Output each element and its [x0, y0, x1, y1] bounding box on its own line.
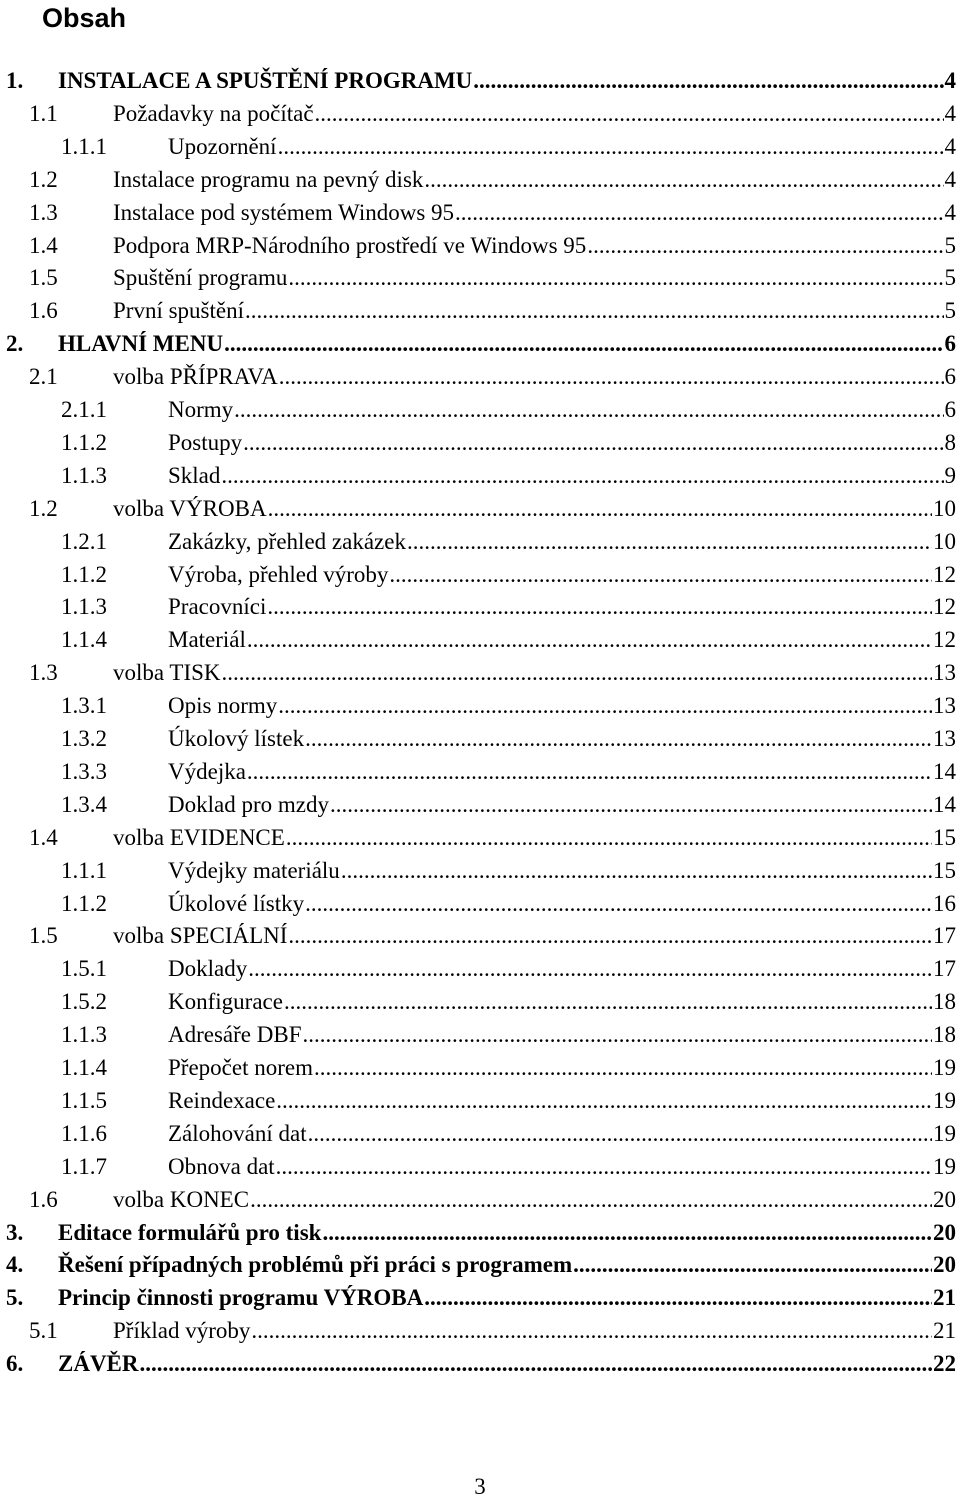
toc-entry-title: Pracovníci [168, 594, 267, 620]
toc-entry-page: 12 [933, 561, 956, 587]
toc-entry[interactable] [61, 589, 956, 622]
toc-entry[interactable] [29, 293, 956, 326]
toc-entry[interactable] [29, 228, 956, 261]
toc-entry-title: Podpora MRP-Národního prostředí ve Windows 95 [113, 232, 587, 258]
toc-entry[interactable] [61, 1116, 956, 1149]
toc-entry-title: Postupy [168, 429, 243, 455]
toc-leader-dots [286, 825, 932, 851]
toc-entry-title: Řešení případných problémů při práci s programem [58, 1252, 573, 1278]
toc-entry-title: Princip činnosti programu VÝROBA [58, 1285, 424, 1311]
toc-entry[interactable] [61, 721, 956, 754]
toc-leader-dots [278, 134, 944, 160]
toc-entry-title: volba SPECIÁLNÍ [113, 923, 288, 949]
toc-leader-dots [251, 1318, 932, 1344]
toc-leader-dots [322, 1220, 932, 1246]
toc-leader-dots [278, 693, 932, 719]
toc-entry[interactable] [6, 1346, 956, 1379]
toc-entry-title: Úkolové lístky [168, 890, 305, 916]
toc-entry-number: 2.1.1 [61, 397, 107, 422]
toc-entry[interactable] [29, 918, 956, 951]
toc-entry[interactable] [61, 754, 956, 787]
toc-leader-dots [245, 298, 944, 324]
toc-entry[interactable] [6, 63, 956, 96]
toc-entry[interactable] [29, 1313, 956, 1346]
toc-entry-page: 13 [933, 726, 956, 751]
toc-leader-dots [288, 923, 932, 949]
toc-entry-page: 16 [933, 890, 956, 916]
toc-entry[interactable] [6, 1247, 956, 1280]
toc-entry-title: Opis normy [168, 693, 278, 719]
toc-entry-page: 10 [933, 495, 956, 521]
toc-entry-title: Zakázky, přehled zakázek [168, 528, 406, 554]
toc-entry-title: Materiál [168, 627, 246, 653]
toc-entry-number: 1.4 [29, 232, 58, 258]
page-number: 3 [474, 1474, 486, 1499]
toc-leader-dots [407, 529, 932, 555]
toc-entry-page: 9 [944, 462, 956, 488]
toc-entry-page: 21 [933, 1318, 956, 1344]
toc-leader-dots [243, 430, 943, 456]
toc-leader-dots [284, 989, 932, 1015]
toc-entry-number: 1.4 [29, 824, 58, 850]
toc-entry-number: 1.3.2 [61, 726, 107, 751]
toc-entry-page: 14 [933, 758, 956, 784]
toc-leader-dots [276, 1154, 932, 1180]
toc-leader-dots [314, 1055, 932, 1081]
toc-entry[interactable] [61, 1149, 956, 1182]
toc-entry-title: Instalace programu na pevný disk [113, 166, 424, 192]
toc-entry-page: 20 [933, 1186, 956, 1212]
toc-entry-title: Adresáře DBF [168, 1022, 302, 1048]
toc-entry-page: 21 [933, 1285, 956, 1311]
toc-entry[interactable] [61, 458, 956, 491]
toc-entry-title: Editace formulářů pro tisk [58, 1219, 322, 1245]
toc-entry[interactable] [61, 886, 956, 919]
toc-entry-page: 12 [933, 594, 956, 620]
toc-entry-page: 6 [944, 364, 956, 390]
toc-entry[interactable] [29, 655, 956, 688]
toc-entry-title: Zálohování dat [168, 1120, 307, 1146]
toc-entry-number: 1.5 [29, 265, 58, 291]
toc-entry[interactable] [61, 129, 956, 162]
toc-entry-number: 1.6 [29, 298, 58, 324]
toc-entry[interactable] [61, 524, 956, 557]
toc-leader-dots [247, 627, 932, 653]
toc-entry-title: První spuštění [113, 298, 244, 324]
toc-entry-title: Úkolový lístek [168, 726, 305, 751]
toc-entry-number: 5.1 [29, 1318, 58, 1344]
toc-entry[interactable] [6, 1280, 956, 1313]
toc-entry-number: 1.3.1 [61, 693, 107, 719]
toc-leader-dots [315, 101, 944, 127]
toc-entry-number: 1.6 [29, 1186, 58, 1212]
toc-entry-number: 1.2 [29, 166, 58, 192]
toc-leader-dots [424, 167, 943, 193]
toc-entry-number: 3. [6, 1219, 24, 1245]
toc-entry-title: ZÁVĚR [58, 1351, 139, 1377]
toc-entry-number: 1.2.1 [61, 528, 107, 554]
toc-entry-page: 13 [933, 693, 956, 719]
toc-leader-dots [341, 858, 932, 884]
toc-leader-dots [221, 463, 943, 489]
toc-leader-dots [222, 660, 932, 686]
toc-leader-dots [303, 1022, 933, 1048]
toc-entry-page: 19 [933, 1153, 956, 1179]
toc-leader-dots [389, 562, 932, 588]
toc-entry-page: 19 [933, 1055, 956, 1080]
toc-entry-number: 2.1 [29, 364, 58, 390]
toc-entry-page: 8 [944, 429, 956, 455]
toc-entry-page: 5 [944, 232, 956, 258]
toc-entry-page: 20 [933, 1219, 956, 1245]
toc-entry[interactable] [61, 1083, 956, 1116]
toc-entry[interactable] [29, 195, 956, 228]
toc-entry[interactable] [29, 820, 956, 853]
toc-entry-number: 1.1.4 [61, 627, 107, 653]
toc-entry-title: Reindexace [168, 1087, 276, 1113]
toc-entry[interactable] [29, 96, 956, 129]
toc-entry-number: 1.1.1 [61, 857, 107, 883]
toc-entry-title: volba KONEC [113, 1186, 250, 1212]
toc-leader-dots [248, 956, 932, 982]
toc-entry[interactable] [61, 1017, 956, 1050]
toc-leader-dots [140, 1351, 932, 1377]
toc-entry-page: 12 [933, 627, 956, 653]
toc-entry-page: 19 [933, 1120, 956, 1146]
toc-leader-dots [250, 1187, 932, 1213]
toc-entry-page: 4 [944, 100, 956, 126]
toc-entry-number: 1.1.3 [61, 1022, 107, 1048]
toc-entry-number: 1.1.7 [61, 1153, 107, 1179]
toc-leader-dots [279, 364, 944, 390]
toc-leader-dots [305, 891, 932, 917]
toc-entry-number: 1.1.6 [61, 1120, 107, 1146]
toc-leader-dots [247, 759, 932, 785]
toc-entry-title: Výdejky materiálu [168, 857, 340, 883]
toc-entry-number: 1.1.4 [61, 1055, 107, 1080]
toc-entry-title: Spuštění programu [113, 265, 288, 291]
toc-entry-number: 1.5.1 [61, 956, 107, 982]
toc-entry-title: Příklad výroby [113, 1318, 251, 1344]
toc-entry[interactable] [61, 425, 956, 458]
toc-entry-page: 15 [933, 824, 956, 850]
toc-entry-page: 6 [944, 397, 956, 422]
toc-leader-dots [424, 1285, 932, 1311]
toc-entry-page: 15 [933, 857, 956, 883]
toc-leader-dots [224, 331, 943, 357]
toc-entry[interactable] [61, 951, 956, 984]
toc-entry[interactable] [61, 557, 956, 590]
toc-entry-page: 4 [944, 166, 956, 192]
toc-entry[interactable] [29, 491, 956, 524]
toc-entry-number: 1.1.2 [61, 890, 107, 916]
toc-entry-number: 1.1.2 [61, 429, 107, 455]
toc-entry-page: 14 [933, 791, 956, 817]
toc-entry-number: 6. [6, 1351, 24, 1377]
toc-leader-dots [288, 265, 943, 291]
toc-entry-title: Upozornění [168, 133, 277, 159]
toc-entry-title: Přepočet norem [168, 1055, 313, 1080]
toc-entry[interactable] [6, 326, 956, 359]
toc-entry-page: 19 [933, 1087, 956, 1113]
toc-leader-dots [276, 1088, 932, 1114]
toc-entry-number: 1.1.3 [61, 462, 107, 488]
toc-entry[interactable] [29, 162, 956, 195]
toc-entry-page: 13 [933, 660, 956, 686]
toc-entry-title: Obnova dat [168, 1153, 275, 1179]
toc-entry-page: 17 [933, 956, 956, 982]
toc-entry-number: 1.3.3 [61, 758, 107, 784]
toc-entry-number: 1.1.2 [61, 561, 107, 587]
toc-entry-title: volba EVIDENCE [113, 824, 285, 850]
toc-entry-number: 1. [6, 68, 24, 93]
toc-entry-number: 1.1 [29, 100, 58, 126]
toc-leader-dots [268, 496, 932, 522]
toc-entry-page: 4 [944, 68, 956, 93]
toc-entry[interactable] [61, 392, 956, 425]
toc-leader-dots [573, 1252, 932, 1278]
toc-entry-number: 1.5 [29, 923, 58, 949]
toc-entry-title: Konfigurace [168, 989, 283, 1015]
toc-leader-dots [587, 233, 943, 259]
toc-leader-dots [308, 1121, 932, 1147]
toc-leader-dots [455, 200, 943, 226]
toc-entry-page: 6 [944, 331, 956, 357]
toc-entry-number: 1.5.2 [61, 989, 107, 1015]
toc-entry[interactable] [29, 260, 956, 293]
toc-entry-title: Výroba, přehled výroby [168, 561, 389, 587]
toc-entry-title: volba TISK [113, 660, 221, 686]
toc-entry[interactable] [61, 1050, 956, 1083]
toc-entry-page: 4 [944, 133, 956, 159]
toc-entry-page: 22 [933, 1351, 956, 1377]
toc-entry-title: Doklad pro mzdy [168, 791, 329, 817]
toc-entry-number: 1.3.4 [61, 791, 107, 817]
toc-entry-page: 17 [933, 923, 956, 949]
toc-leader-dots [473, 68, 943, 94]
toc-entry[interactable] [61, 984, 956, 1017]
toc-entry-page: 5 [944, 265, 956, 291]
toc-entry-number: 1.3 [29, 199, 58, 225]
toc-entry-number: 4. [6, 1252, 24, 1278]
toc-entry-title: Doklady [168, 956, 248, 982]
toc-leader-dots [330, 792, 932, 818]
toc-entry[interactable] [29, 359, 956, 392]
toc-entry-page: 4 [944, 199, 956, 225]
toc-entry-number: 1.1.3 [61, 594, 107, 620]
toc-entry-number: 5. [6, 1285, 24, 1311]
toc-leader-dots [305, 726, 932, 752]
toc-entry-title: volba PŘÍPRAVA [113, 364, 278, 390]
toc-entry-title: INSTALACE A SPUŠTĚNÍ PROGRAMU [58, 68, 473, 93]
toc-leader-dots [267, 594, 932, 620]
toc-leader-dots [234, 397, 943, 423]
toc-entry-title: Sklad [168, 462, 221, 488]
toc-entry-page: 10 [933, 528, 956, 554]
toc-entry[interactable] [61, 853, 956, 886]
toc-entry-page: 18 [933, 1022, 956, 1048]
toc-entry[interactable] [61, 622, 956, 655]
toc-entry-number: 1.1.5 [61, 1087, 107, 1113]
toc-entry-title: Výdejka [168, 758, 246, 784]
toc-entry-page: 18 [933, 989, 956, 1015]
toc-entry-title: Instalace pod systémem Windows 95 [113, 199, 455, 225]
toc-entry-page: 5 [944, 298, 956, 324]
page-title: Obsah [42, 3, 127, 33]
toc-entry-number: 2. [6, 331, 24, 357]
toc-entry-number: 1.3 [29, 660, 58, 686]
toc-entry[interactable] [6, 1215, 956, 1248]
toc-entry[interactable] [61, 688, 956, 721]
toc-entry-title: HLAVNÍ MENU [58, 331, 224, 357]
toc-entry-title: volba VÝROBA [113, 495, 267, 521]
toc-entry-number: 1.2 [29, 495, 58, 521]
toc-entry-title: Požadavky na počítač [113, 100, 314, 126]
toc-entry[interactable] [29, 1182, 956, 1215]
toc-entry[interactable] [61, 787, 956, 820]
toc-entry-title: Normy [168, 397, 234, 422]
toc-entry-page: 20 [933, 1252, 956, 1278]
toc-entry-number: 1.1.1 [61, 133, 107, 159]
